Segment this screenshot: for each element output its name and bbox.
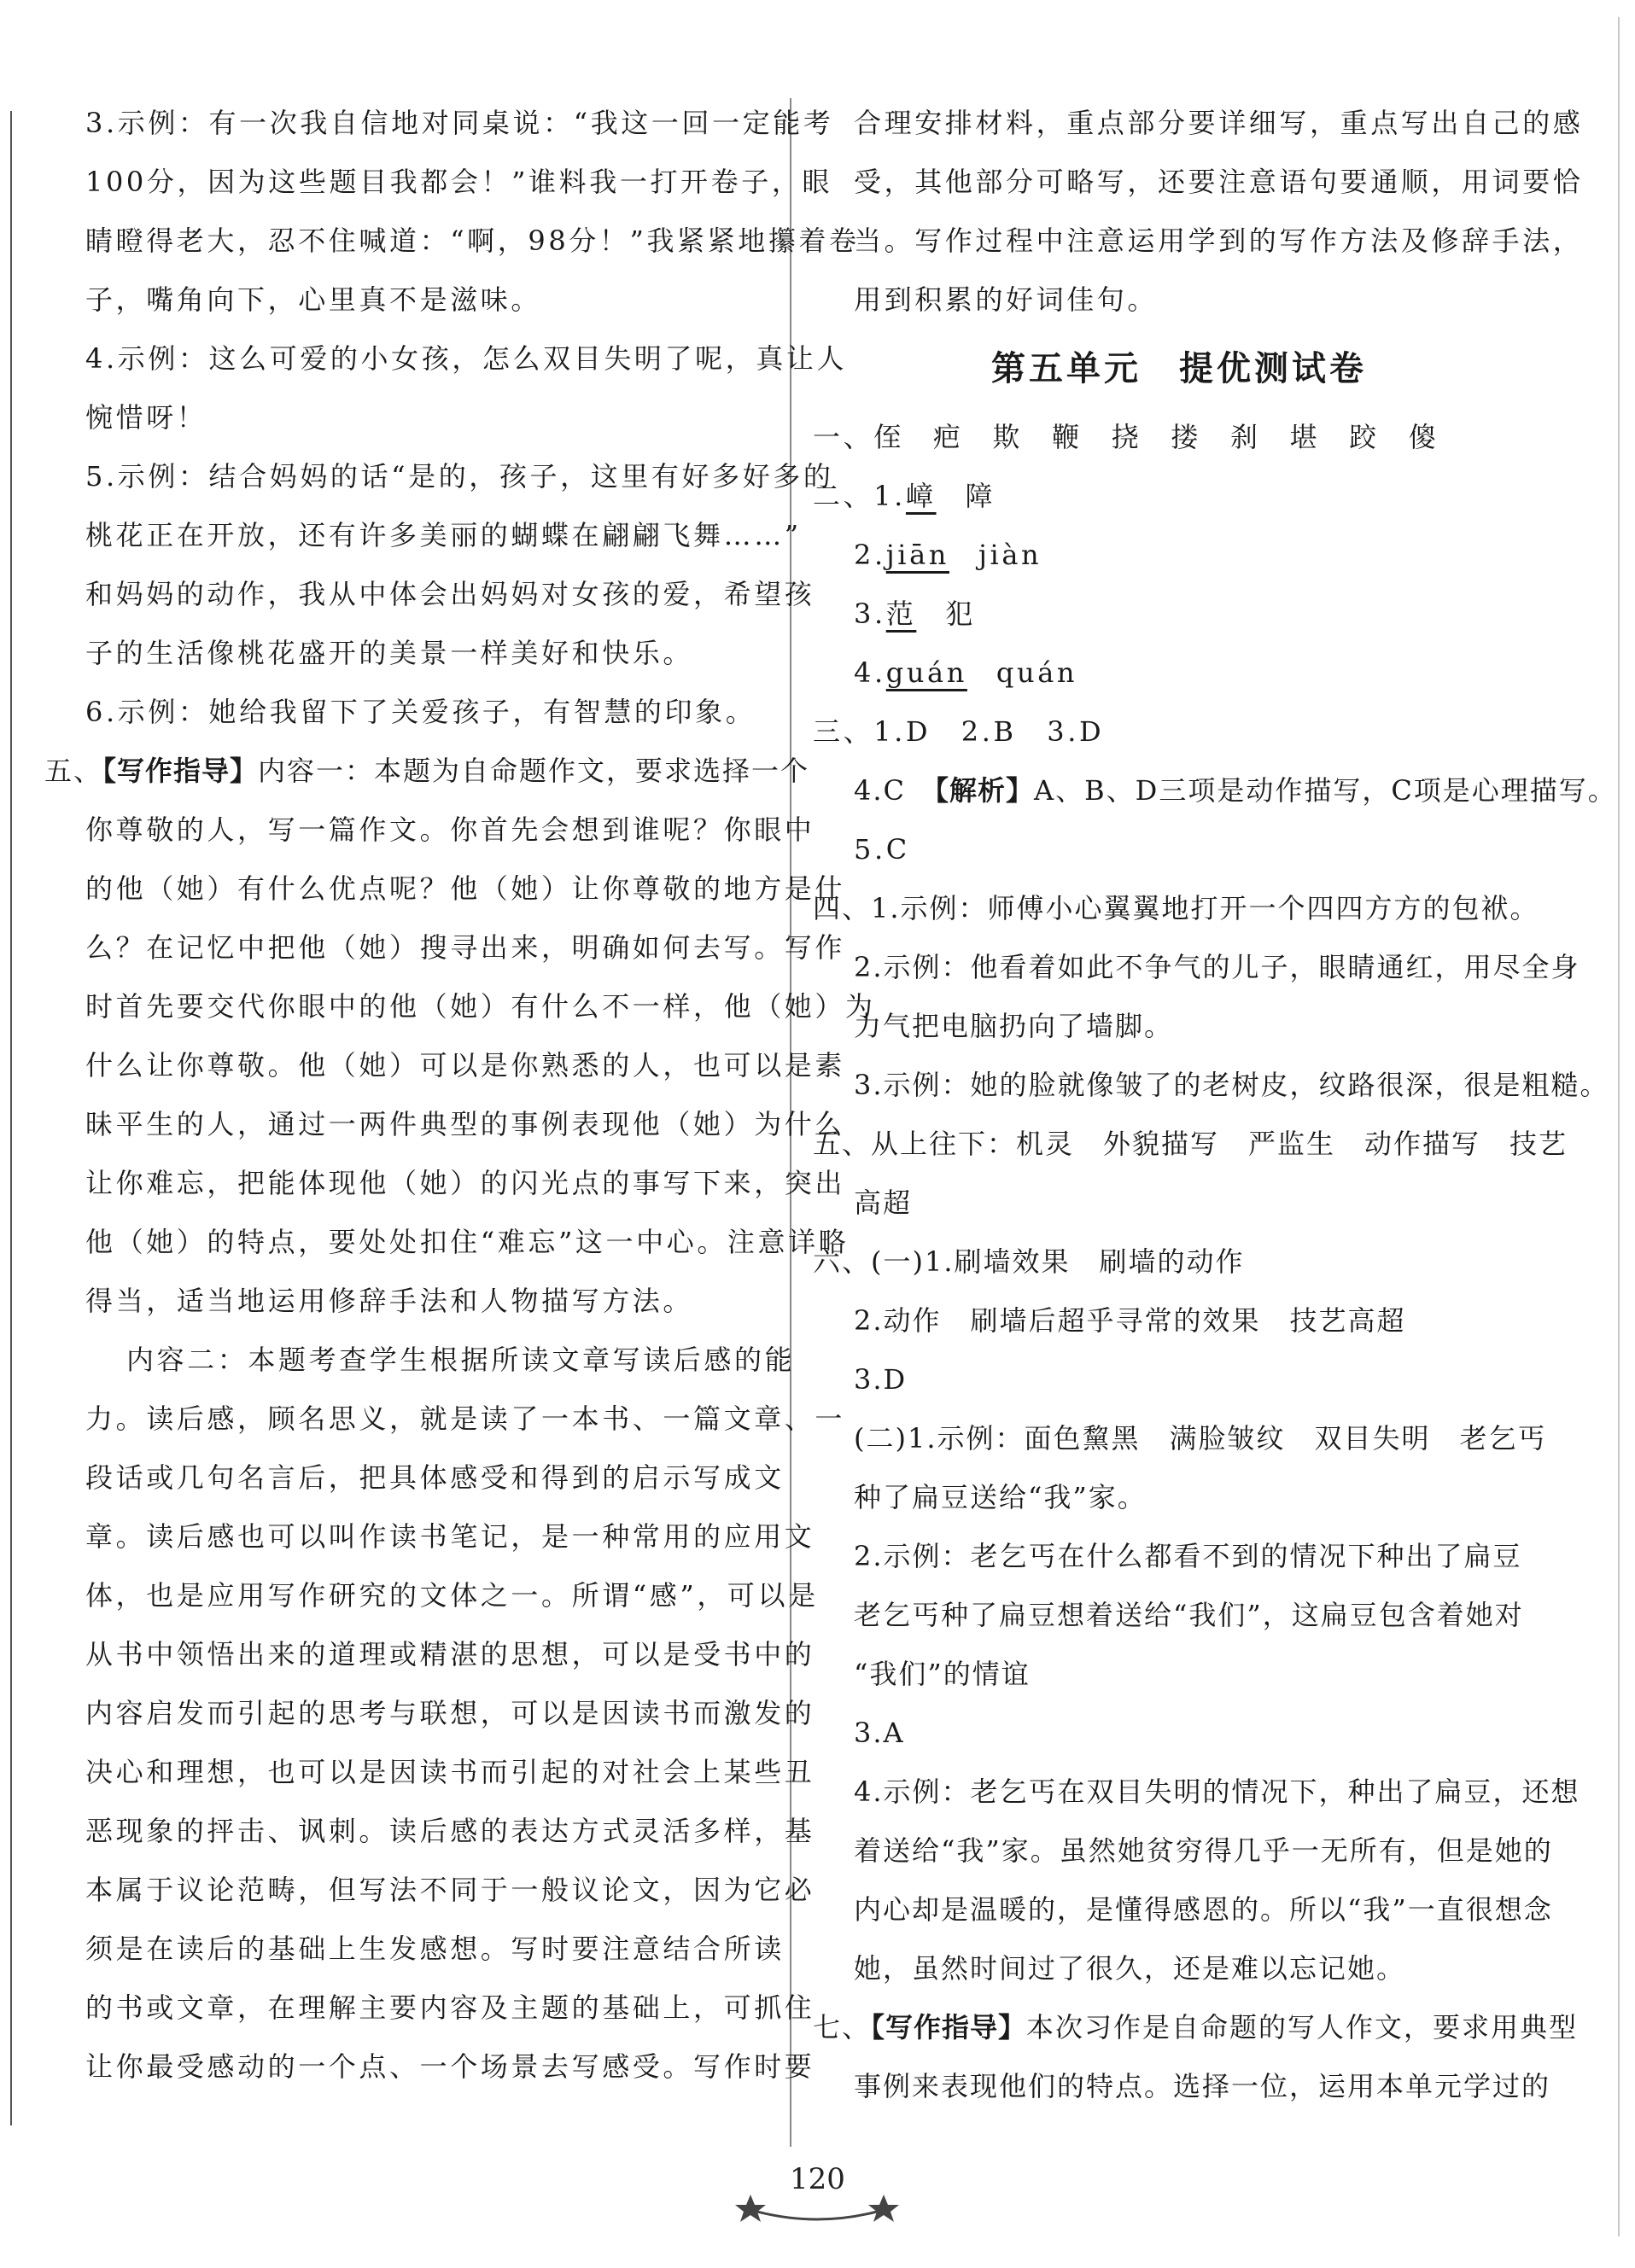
text-line: (二)1.示例：面色黧黑 满脸皱纹 双目失明 老乞丐 — [854, 1422, 1547, 1455]
text-line: 4.示例：这么可爱的小女孩，怎么双目失明了呢，真让人 — [85, 342, 848, 375]
text-line: 决心和理想，也可以是因读书而引起的对社会上某些丑 — [85, 1756, 815, 1788]
text-line: 5.示例：结合妈妈的话“是的，孩子，这里有好多好多的 — [85, 460, 834, 493]
text-line: 体，也是应用写作研究的文体之一。所谓“感”，可以是 — [85, 1579, 819, 1612]
text-line: 力气把电脑扔向了墙脚。 — [854, 1010, 1174, 1042]
text-line: 事例来表现他们的特点。选择一位，运用本单元学过的 — [854, 2070, 1551, 2102]
item-number: 3. — [854, 598, 886, 630]
text-line: 种了扁豆送给“我”家。 — [854, 1481, 1147, 1513]
text-line: 她，虽然时间过了很久，还是难以忘记她。 — [854, 1952, 1406, 1985]
page-number: 120 — [790, 2162, 845, 2196]
answer-char: 鞭 — [1052, 421, 1083, 453]
text-line: 6.示例：她给我留下了关爱孩子，有智慧的印象。 — [85, 696, 756, 728]
text-span: 内容一：本题为自命题作文，要求选择一个 — [258, 755, 810, 787]
unit-title-part1: 第五单元 — [991, 349, 1142, 388]
text-line: 从书中领悟出来的道理或精湛的思想，可以是受书中的 — [85, 1638, 815, 1670]
unit-title — [813, 329, 1545, 408]
writing-guide-tag: 【写作指导】 — [871, 2011, 1027, 2044]
section-3-item: 5.C — [854, 833, 910, 866]
section-prefix: 四、 — [813, 892, 872, 924]
text-line: 的书或文章，在理解主要内容及主题的基础上，可抓住 — [85, 1991, 815, 2024]
text-line: 章。读后感也可以叫作读书笔记，是一种常用的应用文 — [85, 1520, 815, 1553]
unit-title-part2: 提优测试卷 — [1179, 349, 1367, 388]
text-line: 让你难忘，把能体现他（她）的闪光点的事写下来，突出 — [85, 1167, 846, 1199]
text-line: 当。写作过程中注意运用学到的写作方法及修辞手法， — [854, 224, 1584, 257]
section-2-line — [813, 467, 1545, 526]
section-prefix: 五、 — [44, 755, 103, 787]
text-line: 100分，因为这些题目我都会！”谁料我一打开卷子，眼 — [85, 166, 833, 198]
answer-char: 侄 — [873, 421, 904, 453]
section-5-heading-line — [44, 742, 810, 801]
text-line: 内容启发而引起的思考与联想，可以是因读书而激发的 — [85, 1697, 815, 1729]
answer-text: 1.D 2.B 3.D — [873, 715, 1105, 748]
answer-text: 障 — [965, 480, 996, 512]
text-line: 桃花正在开放，还有许多美丽的蝴蝶在翩翩飞舞……” — [85, 519, 802, 551]
underlined-answer: 嶂 — [905, 480, 937, 512]
text-line: 高超 — [854, 1186, 913, 1219]
section-5-line — [813, 1115, 1568, 1174]
text-line: 的他（她）有什么优点呢？他（她）让你尊敬的地方是什 — [85, 872, 846, 905]
item-number: 4.C — [854, 774, 907, 807]
underlined-answer: 范 — [885, 598, 917, 630]
text-line: 受，其他部分可略写，还要注意语句要通顺，用词要恰 — [854, 166, 1584, 198]
section-2-item — [813, 644, 1545, 703]
text-line: 4.示例：老乞丐在双目失明的情况下，种出了扁豆，还想 — [854, 1775, 1580, 1808]
page-footer — [0, 2155, 1635, 2224]
right-column — [813, 94, 1617, 2116]
section-prefix: 二、 — [813, 480, 874, 512]
section-4-line — [813, 879, 1545, 938]
text-line: 3.示例：有一次我自信地对同桌说：“我这一回一定能考 — [85, 107, 834, 139]
underlined-answer: guán — [885, 656, 967, 689]
text-line: “我们”的情谊 — [854, 1658, 1031, 1690]
analysis-tag: 【解析】 — [921, 774, 1035, 807]
text-line: 3.A — [854, 1717, 905, 1749]
writing-guide-tag: 【写作指导】 — [102, 755, 259, 787]
answer-text: A、B、D三项是动作描写，C项是心理描写。 — [1034, 774, 1617, 807]
answer-text: 从上往下：机灵 外貌描写 严监生 动作描写 技艺 — [871, 1128, 1568, 1160]
section-3-item — [813, 761, 1617, 820]
answer-text: 本次习作是自命题的写人作文，要求用典型 — [1026, 2011, 1579, 2044]
text-line: 老乞丐种了扁豆想着送给“我们”，这扁豆包含着她对 — [854, 1599, 1524, 1631]
answer-text: 1.示例：师傅小心翼翼地打开一个四四方方的包袱。 — [871, 892, 1539, 924]
answer-char: 搂 — [1171, 421, 1201, 453]
answer-char: 刹 — [1229, 421, 1261, 453]
answer-text: jiàn — [978, 539, 1042, 571]
answer-text: quán — [996, 656, 1078, 689]
text-line: 你尊敬的人，写一篇作文。你首先会想到谁呢？你眼中 — [85, 813, 815, 846]
page-edge-left — [10, 111, 12, 2125]
text-line: 段话或几句名言后，把具体感受和得到的启示写成文 — [85, 1461, 785, 1494]
section-prefix: 五、 — [813, 1128, 872, 1160]
star-ornament-icon — [732, 2189, 902, 2224]
item-number: 2. — [854, 539, 886, 571]
answer-char: 跤 — [1349, 421, 1380, 453]
section-2-item — [813, 585, 1545, 644]
text-line: 2.动作 刷墙后超乎寻常的效果 技艺高超 — [854, 1304, 1406, 1337]
answer-char: 挠 — [1111, 421, 1142, 453]
text-line: 睛瞪得老大，忍不住喊道：“啊，98分！”我紧紧地攥着卷 — [85, 224, 860, 257]
answer-char: 傻 — [1408, 421, 1439, 453]
section-prefix: 一、 — [813, 421, 874, 453]
text-line: 惋惜呀！ — [85, 401, 207, 434]
text-line: 合理安排材料，重点部分要详细写，重点写出自己的感 — [854, 107, 1584, 139]
answer-text: (一)1.刷墙效果 刷墙的动作 — [871, 1245, 1245, 1278]
text-line: 2.示例：他看着如此不争气的儿子，眼睛通红，用尽全身 — [854, 951, 1580, 983]
text-line: 什么让你尊敬。他（她）可以是你熟悉的人，也可以是素 — [85, 1049, 846, 1082]
text-line: 力。读后感，顾名思义，就是读了一本书、一篇文章、一 — [85, 1402, 846, 1435]
text-line: 让你最受感动的一个点、一个场景去写感受。写作时要 — [85, 2050, 815, 2083]
answer-text: 犯 — [945, 598, 976, 630]
section-1-line — [813, 408, 1545, 467]
text-line: 本属于议论范畴，但写法不同于一般议论文，因为它必 — [85, 1874, 815, 1906]
text-line: 时首先要交代你眼中的他（她）有什么不一样，他（她）为 — [85, 990, 876, 1023]
answer-char: 疤 — [932, 421, 964, 453]
left-column — [44, 94, 876, 2096]
answer-char: 堪 — [1289, 421, 1321, 453]
text-line: 须是在读后的基础上生发感想。写时要注意结合所读 — [85, 1933, 785, 1965]
text-line: 恶现象的抨击、讽刺。读后感的表达方式灵活多样，基 — [85, 1815, 815, 1847]
text-line: 3.D — [854, 1363, 908, 1396]
text-line: 用到积累的好词佳句。 — [854, 283, 1159, 316]
text-line: 昧平生的人，通过一两件典型的事例表现他（她）为什么 — [85, 1108, 846, 1140]
section-prefix: 七、 — [813, 2011, 872, 2044]
section-6-line — [813, 1233, 1545, 1291]
answer-char: 欺 — [992, 421, 1024, 453]
text-line: 3.示例：她的脸就像皱了的老树皮，纹路很深，很是粗糙。 — [854, 1069, 1609, 1101]
text-line: 2.示例：老乞丐在什么都看不到的情况下种出了扁豆 — [854, 1540, 1522, 1572]
page-edge-right — [1618, 17, 1620, 2236]
item-number: 1. — [873, 480, 906, 512]
item-number: 4. — [854, 656, 886, 689]
text-line: 他（她）的特点，要处处扣住“难忘”这一中心。注意详略 — [85, 1226, 850, 1258]
section-prefix: 六、 — [813, 1245, 872, 1278]
text-line: 么？在记忆中把他（她）搜寻出来，明确如何去写。写作 — [85, 931, 846, 964]
section-7-line — [813, 1998, 1579, 2057]
section-2-item — [813, 526, 1545, 585]
text-line: 子的生活像桃花盛开的美景一样美好和快乐。 — [85, 637, 694, 669]
underlined-answer: jiān — [885, 539, 949, 571]
text-line: 和妈妈的动作，我从中体会出妈妈对女孩的爱，希望孩 — [85, 578, 815, 610]
text-line: 得当，适当地运用修辞手法和人物描写方法。 — [85, 1285, 694, 1317]
section-3-line — [813, 703, 1545, 761]
text-line: 内心却是温暖的，是懂得感恩的。所以“我”一直很想念 — [854, 1893, 1553, 1926]
text-line: 内容二：本题考查学生根据所读文章写读后感的能 — [126, 1344, 796, 1376]
section-prefix: 三、 — [813, 715, 874, 748]
text-line: 子，嘴角向下，心里真不是滋味。 — [85, 283, 542, 316]
text-line: 着送给“我”家。虽然她贫穷得几乎一无所有，但是她的 — [854, 1834, 1553, 1867]
